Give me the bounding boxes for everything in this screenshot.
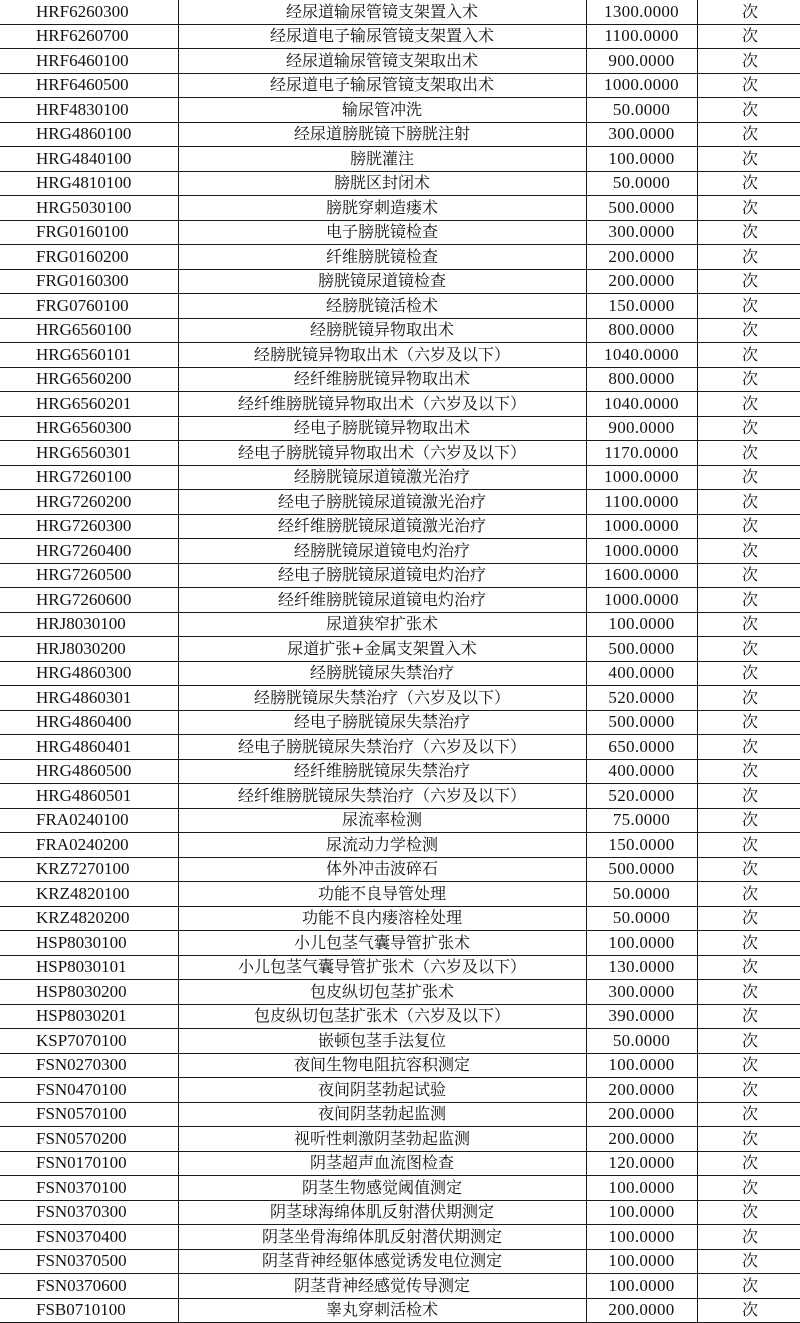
item-unit-cell: 次 [697,1102,800,1127]
item-price-cell: 100.0000 [586,1249,697,1274]
item-name-cell: 膀胱灌注 [178,147,586,172]
item-price-cell: 1000.0000 [586,514,697,539]
item-code-cell: HRJ8030100 [0,612,178,637]
table-row [0,784,800,809]
item-name-cell: 经膀胱镜异物取出术 [178,318,586,343]
item-price-cell: 100.0000 [586,1053,697,1078]
table-row [0,1176,800,1201]
item-price-cell: 200.0000 [586,245,697,270]
table-row [0,1151,800,1176]
item-code-cell: HRG6560300 [0,416,178,441]
item-name-cell: 膀胱穿刺造瘘术 [178,196,586,221]
item-price-cell: 100.0000 [586,147,697,172]
item-name-cell: 体外冲击波碎石 [178,857,586,882]
item-code-cell: KRZ4820200 [0,906,178,931]
item-price-cell: 800.0000 [586,318,697,343]
item-price-cell: 1000.0000 [586,539,697,564]
item-price-cell: 100.0000 [586,612,697,637]
item-price-cell: 50.0000 [586,1029,697,1054]
item-code-cell: HRG7260200 [0,490,178,515]
item-unit-cell: 次 [697,1200,800,1225]
item-price-cell: 200.0000 [586,1127,697,1152]
item-unit-cell: 次 [697,514,800,539]
item-unit-cell: 次 [697,98,800,123]
item-price-cell: 500.0000 [586,196,697,221]
item-name-cell: 小儿包茎气囊导管扩张术（六岁及以下） [178,955,586,980]
item-price-cell: 390.0000 [586,1004,697,1029]
item-unit-cell: 次 [697,367,800,392]
item-name-cell: 阴茎球海绵体肌反射潜伏期测定 [178,1200,586,1225]
item-unit-cell: 次 [697,784,800,809]
item-code-cell: HRG4860500 [0,759,178,784]
table-row [0,514,800,539]
item-price-cell: 1600.0000 [586,563,697,588]
item-unit-cell: 次 [697,1249,800,1274]
item-code-cell: FSN0470100 [0,1078,178,1103]
item-unit-cell: 次 [697,490,800,515]
table-row [0,563,800,588]
item-price-cell: 400.0000 [586,661,697,686]
item-name-cell: 包皮纵切包茎扩张术 [178,980,586,1005]
item-unit-cell: 次 [697,808,800,833]
item-name-cell: 经电子膀胱镜尿失禁治疗 [178,710,586,735]
item-name-cell: 输尿管冲洗 [178,98,586,123]
item-code-cell: HSP8030200 [0,980,178,1005]
item-price-cell: 100.0000 [586,1274,697,1299]
item-code-cell: HRG7260300 [0,514,178,539]
table-row [0,367,800,392]
item-code-cell: HRG6560101 [0,343,178,368]
item-price-cell: 400.0000 [586,759,697,784]
item-unit-cell: 次 [697,24,800,49]
item-unit-cell: 次 [697,220,800,245]
item-name-cell: 经纤维膀胱镜尿道镜激光治疗 [178,514,586,539]
item-price-cell: 500.0000 [586,637,697,662]
item-price-cell: 200.0000 [586,269,697,294]
table-row [0,612,800,637]
item-unit-cell: 次 [697,833,800,858]
table-row [0,1249,800,1274]
item-code-cell: HRG4860400 [0,710,178,735]
item-name-cell: 经纤维膀胱镜异物取出术 [178,367,586,392]
item-code-cell: HRG7260600 [0,588,178,613]
item-code-cell: HRG6560301 [0,441,178,466]
item-name-cell: 嵌顿包茎手法复位 [178,1029,586,1054]
item-code-cell: KSP7070100 [0,1029,178,1054]
item-unit-cell: 次 [697,1176,800,1201]
item-price-cell: 520.0000 [586,686,697,711]
item-unit-cell: 次 [697,1151,800,1176]
item-unit-cell: 次 [697,245,800,270]
table-row [0,906,800,931]
table-row [0,318,800,343]
item-price-cell: 650.0000 [586,735,697,760]
item-unit-cell: 次 [697,1078,800,1103]
item-unit-cell: 次 [697,980,800,1005]
item-name-cell: 经电子膀胱镜尿道镜电灼治疗 [178,563,586,588]
item-name-cell: 经膀胱镜尿失禁治疗（六岁及以下） [178,686,586,711]
item-price-cell: 100.0000 [586,1225,697,1250]
item-unit-cell: 次 [697,539,800,564]
item-price-cell: 520.0000 [586,784,697,809]
item-code-cell: HRG4860100 [0,122,178,147]
item-price-cell: 100.0000 [586,1200,697,1225]
item-code-cell: FRA0240200 [0,833,178,858]
item-name-cell: 夜间阴茎勃起监测 [178,1102,586,1127]
item-code-cell: FRG0160100 [0,220,178,245]
item-unit-cell: 次 [697,686,800,711]
item-unit-cell: 次 [697,343,800,368]
item-code-cell: HRG4860401 [0,735,178,760]
item-name-cell: 阴茎背神经躯体感觉诱发电位测定 [178,1249,586,1274]
item-name-cell: 经膀胱镜尿道镜电灼治疗 [178,539,586,564]
table-row [0,1225,800,1250]
item-code-cell: FRA0240100 [0,808,178,833]
item-price-cell: 1100.0000 [586,24,697,49]
item-unit-cell: 次 [697,661,800,686]
item-name-cell: 睾丸穿刺活检术 [178,1298,586,1323]
table-row [0,588,800,613]
item-name-cell: 阴茎超声血流图检查 [178,1151,586,1176]
table-row [0,735,800,760]
item-price-cell: 300.0000 [586,122,697,147]
item-unit-cell: 次 [697,735,800,760]
table-row [0,98,800,123]
item-unit-cell: 次 [697,147,800,172]
item-unit-cell: 次 [697,588,800,613]
table-row [0,931,800,956]
item-price-cell: 200.0000 [586,1078,697,1103]
item-price-cell: 300.0000 [586,980,697,1005]
item-unit-cell: 次 [697,416,800,441]
item-code-cell: FSN0270300 [0,1053,178,1078]
item-code-cell: HRG6560201 [0,392,178,417]
item-code-cell: FSN0370600 [0,1274,178,1299]
item-price-cell: 1000.0000 [586,73,697,98]
table-row [0,1200,800,1225]
table-row [0,220,800,245]
item-code-cell: FSN0370300 [0,1200,178,1225]
table-row [0,269,800,294]
item-unit-cell: 次 [697,710,800,735]
item-price-cell: 75.0000 [586,808,697,833]
item-unit-cell: 次 [697,931,800,956]
table-row [0,24,800,49]
table-row [0,1102,800,1127]
table-row [0,637,800,662]
item-name-cell: 经电子膀胱镜尿道镜激光治疗 [178,490,586,515]
item-unit-cell: 次 [697,637,800,662]
item-name-cell: 阴茎生物感觉阈值测定 [178,1176,586,1201]
table-row [0,686,800,711]
table-row [0,661,800,686]
item-unit-cell: 次 [697,171,800,196]
item-code-cell: HRF6260700 [0,24,178,49]
item-name-cell: 膀胱镜尿道镜检查 [178,269,586,294]
item-name-cell: 包皮纵切包茎扩张术（六岁及以下） [178,1004,586,1029]
item-price-cell: 50.0000 [586,882,697,907]
table-row [0,1274,800,1299]
table-row [0,196,800,221]
item-price-cell: 100.0000 [586,931,697,956]
item-name-cell: 经尿道膀胱镜下膀胱注射 [178,122,586,147]
item-code-cell: HRG7260100 [0,465,178,490]
item-name-cell: 阴茎背神经感觉传导测定 [178,1274,586,1299]
table-row [0,759,800,784]
item-name-cell: 经膀胱镜异物取出术（六岁及以下） [178,343,586,368]
item-name-cell: 功能不良内瘘溶栓处理 [178,906,586,931]
item-code-cell: HSP8030100 [0,931,178,956]
item-name-cell: 尿流率检测 [178,808,586,833]
item-name-cell: 经膀胱镜尿失禁治疗 [178,661,586,686]
item-code-cell: HRF4830100 [0,98,178,123]
item-price-cell: 1100.0000 [586,490,697,515]
table-row [0,416,800,441]
table-row [0,833,800,858]
item-unit-cell: 次 [697,392,800,417]
item-name-cell: 经尿道电子输尿管镜支架取出术 [178,73,586,98]
item-unit-cell: 次 [697,1029,800,1054]
item-name-cell: 阴茎坐骨海绵体肌反射潜伏期测定 [178,1225,586,1250]
item-price-cell: 900.0000 [586,49,697,74]
item-code-cell: KRZ7270100 [0,857,178,882]
item-code-cell: HSP8030101 [0,955,178,980]
item-code-cell: FSN0570200 [0,1127,178,1152]
table-row [0,808,800,833]
item-unit-cell: 次 [697,1274,800,1299]
item-price-cell: 900.0000 [586,416,697,441]
item-name-cell: 视听性刺激阴茎勃起监测 [178,1127,586,1152]
item-name-cell: 经膀胱镜尿道镜激光治疗 [178,465,586,490]
item-unit-cell: 次 [697,612,800,637]
item-code-cell: HRF6460500 [0,73,178,98]
item-code-cell: FSN0170100 [0,1151,178,1176]
item-code-cell: HRF6460100 [0,49,178,74]
table-row [0,1004,800,1029]
table-row [0,1029,800,1054]
item-name-cell: 尿道扩张+金属支架置入术 [178,637,586,662]
item-price-cell: 120.0000 [586,1151,697,1176]
table-row [0,147,800,172]
item-unit-cell: 次 [697,73,800,98]
item-price-cell: 500.0000 [586,857,697,882]
item-name-cell: 经纤维膀胱镜尿道镜电灼治疗 [178,588,586,613]
item-name-cell: 经尿道电子输尿管镜支架置入术 [178,24,586,49]
item-unit-cell: 次 [697,294,800,319]
item-code-cell: FSN0570100 [0,1102,178,1127]
item-unit-cell: 次 [697,1004,800,1029]
table-row [0,980,800,1005]
table-row [0,1053,800,1078]
item-code-cell: FSN0370100 [0,1176,178,1201]
item-code-cell: KRZ4820100 [0,882,178,907]
item-price-cell: 150.0000 [586,833,697,858]
item-unit-cell: 次 [697,0,800,24]
item-code-cell: FSB0710100 [0,1298,178,1323]
item-name-cell: 小儿包茎气囊导管扩张术 [178,931,586,956]
item-name-cell: 夜间阴茎勃起试验 [178,1078,586,1103]
item-code-cell: HRG4860501 [0,784,178,809]
item-price-cell: 200.0000 [586,1102,697,1127]
table-row [0,882,800,907]
item-unit-cell: 次 [697,1127,800,1152]
item-name-cell: 经电子膀胱镜异物取出术 [178,416,586,441]
table-row [0,294,800,319]
item-name-cell: 经尿道输尿管镜支架取出术 [178,49,586,74]
item-price-cell: 500.0000 [586,710,697,735]
item-code-cell: HRG4840100 [0,147,178,172]
item-price-cell: 1000.0000 [586,465,697,490]
item-price-cell: 1300.0000 [586,0,697,24]
item-code-cell: HRG4860301 [0,686,178,711]
item-code-cell: HRJ8030200 [0,637,178,662]
item-unit-cell: 次 [697,318,800,343]
table-row [0,73,800,98]
item-unit-cell: 次 [697,441,800,466]
item-price-cell: 50.0000 [586,906,697,931]
item-price-cell: 150.0000 [586,294,697,319]
item-price-cell: 200.0000 [586,1298,697,1323]
item-price-cell: 50.0000 [586,171,697,196]
item-code-cell: FRG0160200 [0,245,178,270]
item-name-cell: 经尿道输尿管镜支架置入术 [178,0,586,24]
item-name-cell: 夜间生物电阻抗容积测定 [178,1053,586,1078]
item-name-cell: 纤维膀胱镜检查 [178,245,586,270]
item-code-cell: FSN0370400 [0,1225,178,1250]
item-name-cell: 经电子膀胱镜异物取出术（六岁及以下） [178,441,586,466]
item-unit-cell: 次 [697,1225,800,1250]
table-row [0,0,800,24]
table-row [0,1078,800,1103]
item-name-cell: 功能不良导管处理 [178,882,586,907]
item-code-cell: HRG5030100 [0,196,178,221]
item-code-cell: FSN0370500 [0,1249,178,1274]
item-price-cell: 130.0000 [586,955,697,980]
table-row [0,465,800,490]
table-row [0,245,800,270]
table-row [0,710,800,735]
item-price-cell: 1040.0000 [586,343,697,368]
item-price-cell: 100.0000 [586,1176,697,1201]
item-price-cell: 800.0000 [586,367,697,392]
item-unit-cell: 次 [697,563,800,588]
item-unit-cell: 次 [697,269,800,294]
item-name-cell: 尿流动力学检测 [178,833,586,858]
item-unit-cell: 次 [697,465,800,490]
item-name-cell: 膀胱区封闭术 [178,171,586,196]
table-row [0,857,800,882]
item-code-cell: HRG7260500 [0,563,178,588]
item-unit-cell: 次 [697,122,800,147]
item-price-cell: 1040.0000 [586,392,697,417]
table-row [0,1298,800,1323]
item-name-cell: 经电子膀胱镜尿失禁治疗（六岁及以下） [178,735,586,760]
item-unit-cell: 次 [697,1298,800,1323]
item-price-cell: 1170.0000 [586,441,697,466]
item-price-cell: 1000.0000 [586,588,697,613]
item-name-cell: 经纤维膀胱镜异物取出术（六岁及以下） [178,392,586,417]
table-row [0,122,800,147]
item-code-cell: FRG0760100 [0,294,178,319]
table-row [0,392,800,417]
item-name-cell: 经纤维膀胱镜尿失禁治疗（六岁及以下） [178,784,586,809]
item-code-cell: HRG6560200 [0,367,178,392]
item-unit-cell: 次 [697,49,800,74]
item-unit-cell: 次 [697,906,800,931]
item-name-cell: 尿道狭窄扩张术 [178,612,586,637]
item-code-cell: FRG0160300 [0,269,178,294]
item-price-cell: 50.0000 [586,98,697,123]
table-row [0,539,800,564]
item-unit-cell: 次 [697,955,800,980]
item-code-cell: HRG7260400 [0,539,178,564]
item-price-cell: 300.0000 [586,220,697,245]
item-code-cell: HSP8030201 [0,1004,178,1029]
table-row [0,490,800,515]
table-row [0,955,800,980]
item-code-cell: HRF6260300 [0,0,178,24]
item-name-cell: 电子膀胱镜检查 [178,220,586,245]
table-row [0,171,800,196]
item-code-cell: HRG4810100 [0,171,178,196]
item-code-cell: HRG4860300 [0,661,178,686]
item-name-cell: 经纤维膀胱镜尿失禁治疗 [178,759,586,784]
table-row [0,343,800,368]
item-unit-cell: 次 [697,196,800,221]
item-code-cell: HRG6560100 [0,318,178,343]
table-row [0,1127,800,1152]
item-unit-cell: 次 [697,759,800,784]
item-unit-cell: 次 [697,1053,800,1078]
item-unit-cell: 次 [697,857,800,882]
table-row [0,441,800,466]
item-name-cell: 经膀胱镜活检术 [178,294,586,319]
table-row [0,49,800,74]
item-unit-cell: 次 [697,882,800,907]
